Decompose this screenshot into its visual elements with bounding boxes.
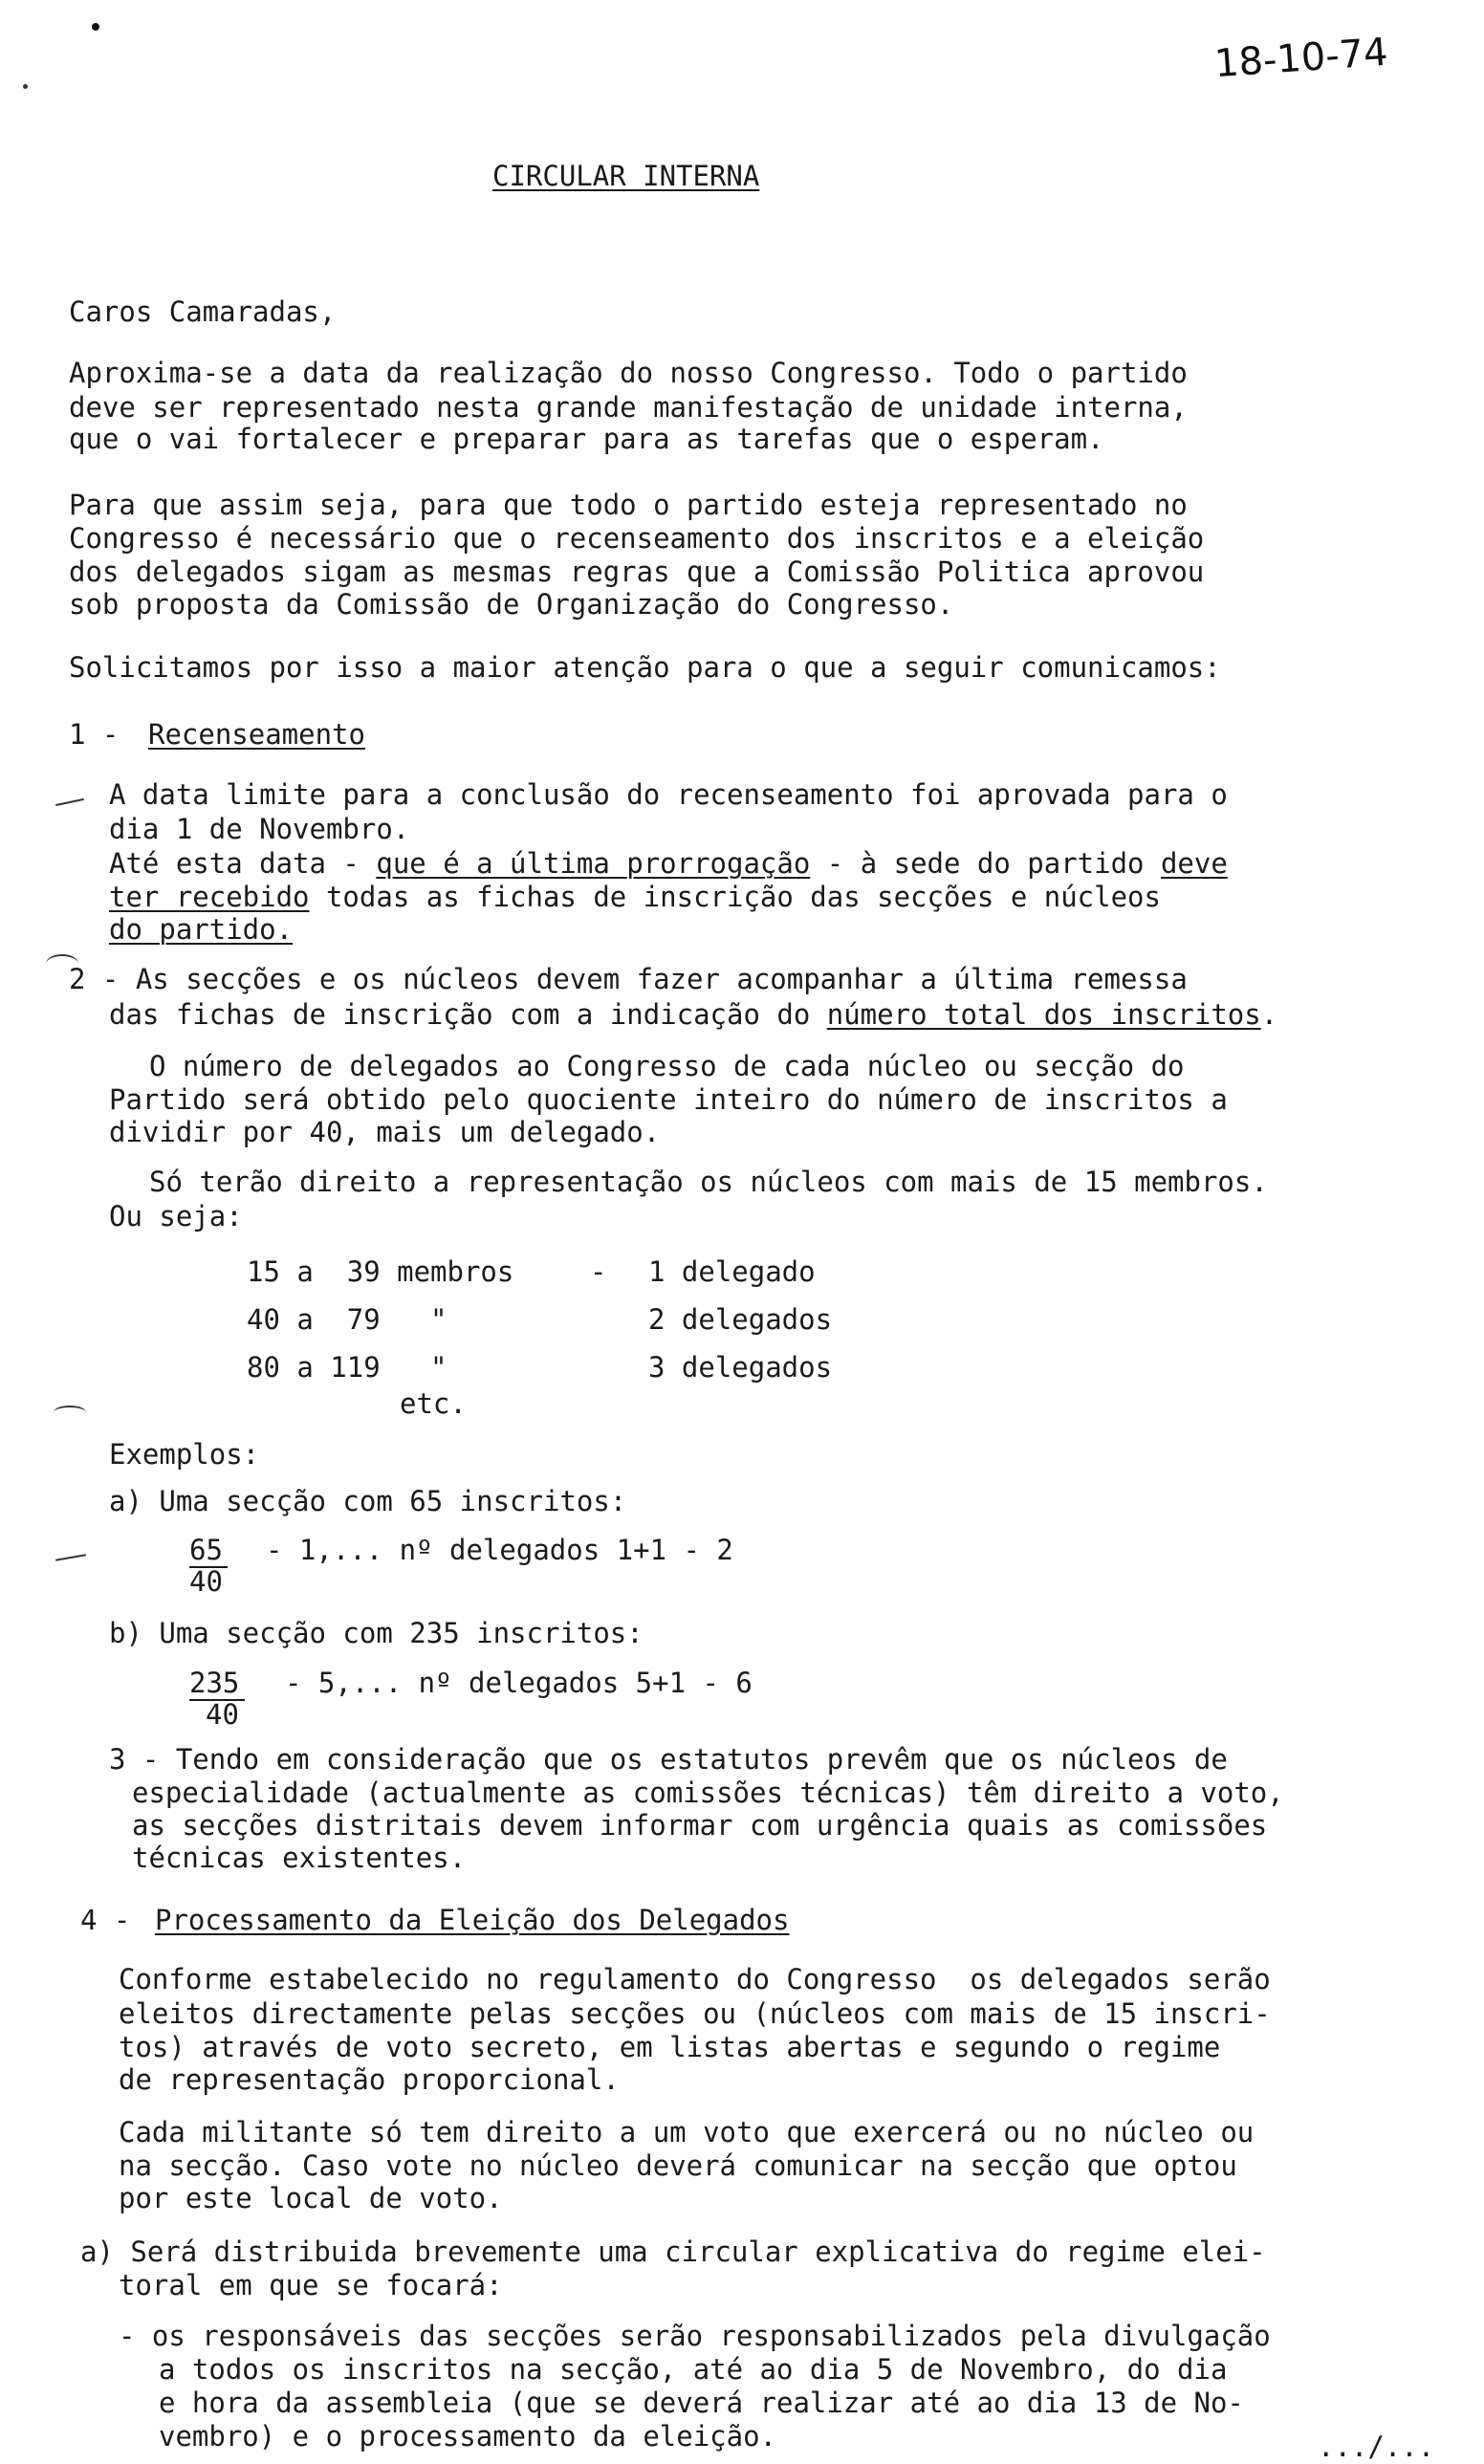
section-4-line: eleitos directamente pelas secções ou (núcleos com mais de 15 inscri- <box>119 1997 1271 2030</box>
section-1-line <box>109 880 1161 914</box>
section-2-para-line: Só terão direito a representação os núcleos com mais de 15 membros. <box>149 1166 1268 1198</box>
text-segment: das fichas de inscrição com a indicação do <box>109 998 827 1031</box>
section-2-para-line: O número de delegados ao Congresso de cada núcleo ou secção do <box>149 1050 1185 1082</box>
underlined-segment: deve <box>1160 847 1228 880</box>
table-range: 80 a 119 " <box>247 1351 447 1384</box>
para2-line: dos delegados sigam as mesmas regras que a Comissão Politica aprovou <box>69 556 1205 588</box>
underlined-segment: número total dos inscritos <box>826 998 1261 1031</box>
section-4-line: tos) através de voto secreto, em listas abertas e segundo o regime <box>119 2031 1221 2063</box>
margin-tick <box>55 798 84 806</box>
para2-line: Para que assim seja, para que todo o partido esteja representado no <box>69 489 1188 521</box>
text-segment: Até esta data - <box>109 847 377 880</box>
table-delegates: 1 delegado <box>648 1255 816 1288</box>
example-b-label: b) Uma secção com 235 inscritos: <box>109 1617 644 1649</box>
page-title: CIRCULAR INTERNA <box>492 160 760 192</box>
bullet-line: vembro) e o processamento da eleição. <box>159 2420 777 2453</box>
section-4-number: 4 - <box>80 1904 131 1936</box>
section-2-line: 2 - As secções e os núcleos devem fazer acompanhar a última remessa <box>69 963 1188 995</box>
table-dash: - <box>590 1255 607 1288</box>
continuation-mark: .../... <box>1318 2431 1435 2463</box>
greeting: Caros Camaradas, <box>69 295 337 328</box>
example-a-result: - 1,... nº delegados 1+1 - 2 <box>266 1534 733 1566</box>
table-range: 40 a 79 " <box>247 1303 447 1336</box>
para2-line: Congresso é necessário que o recenseamento dos inscritos e a eleição <box>69 522 1205 555</box>
table-delegates: 2 delegados <box>648 1303 833 1336</box>
section-2-para-line: dividir por 40, mais um delegado. <box>109 1116 661 1148</box>
text-segment: . <box>1260 998 1278 1031</box>
example-b-result: - 5,... nº delegados 5+1 - 6 <box>285 1667 753 1699</box>
section-1-line: do partido. <box>109 913 294 946</box>
bullet-line: - os responsáveis das secções serão responsabilizados pela divulgação <box>119 2320 1271 2352</box>
fraction-numerator: 235 <box>189 1667 240 1699</box>
dot-mark <box>23 84 28 89</box>
section-4a-line: toral em que se focará: <box>119 2269 503 2301</box>
example-a-label: a) Uma secção com 65 inscritos: <box>109 1485 627 1517</box>
underlined-segment: que é a última prorrogação <box>376 847 811 880</box>
section-3-line: especialidade (actualmente as comissões técnicas) têm direito a voto, <box>132 1777 1284 1809</box>
section-2-para-line: Ou seja: <box>109 1200 243 1232</box>
section-1-line: A data limite para a conclusão do recenseamento foi aprovada para o <box>109 778 1228 811</box>
para3: Solicitamos por isso a maior atenção para o que a seguir comunicamos: <box>69 651 1221 684</box>
section-2-para-line: Partido será obtido pelo quociente inteiro do número de inscritos a <box>109 1083 1228 1116</box>
fraction-denominator: 40 <box>189 1565 223 1598</box>
table-range: 15 a 39 membros <box>247 1255 514 1288</box>
bullet-line: a todos os inscritos na secção, até ao dia 5 de Novembro, do dia <box>159 2353 1228 2386</box>
underlined-segment: ter recebido <box>109 881 310 913</box>
examples-label: Exemplos: <box>109 1438 260 1471</box>
section-2-line <box>109 997 1277 1032</box>
handwritten-date: 18-10-74 <box>1212 30 1389 87</box>
section-4-line: de representação proporcional. <box>119 2063 620 2096</box>
margin-tick <box>55 1554 86 1561</box>
table-delegates: 3 delegados <box>648 1351 833 1384</box>
para2-line: sob proposta da Comissão de Organização do Congresso. <box>69 588 954 621</box>
section-4-line: Cada militante só tem direito a um voto que exercerá ou no núcleo ou <box>119 2116 1255 2148</box>
text-segment: - à sede do partido <box>810 847 1161 880</box>
section-4-line: na secção. Caso vote no núcleo deverá comunicar na secção que optou <box>119 2149 1237 2182</box>
fraction-denominator: 40 <box>206 1698 239 1731</box>
section-1-heading: Recenseamento <box>148 718 365 751</box>
section-3-line: técnicas existentes. <box>132 1842 467 1874</box>
text-segment: todas as fichas de inscrição das secções e núcleos <box>309 881 1161 913</box>
section-4-line: Conforme estabelecido no regulamento do Congresso os delegados serão <box>119 1963 1271 1995</box>
section-1-line: dia 1 de Novembro. <box>109 813 410 845</box>
section-4a-line: a) Será distribuida brevemente uma circular explicativa do regime elei- <box>80 2235 1266 2268</box>
table-etc: etc. <box>400 1387 467 1420</box>
section-4-line: por este local de voto. <box>119 2182 503 2214</box>
section-1-number: 1 - <box>69 718 120 751</box>
para1-line: deve ser representado nesta grande manifestação de unidade interna, <box>69 391 1188 424</box>
bullet-line: e hora da assembleia (que se deverá realizar até ao dia 13 de No- <box>159 2387 1244 2419</box>
section-4-heading: Processamento da Eleição dos Delegados <box>155 1904 790 1936</box>
section-1-line <box>109 846 1228 881</box>
bullet-mark <box>92 23 99 31</box>
section-3-line: 3 - Tendo em consideração que os estatutos prevêm que os núcleos de <box>109 1743 1228 1776</box>
para1-line: Aproxima-se a data da realização do nosso Congresso. Todo o partido <box>69 357 1188 389</box>
fraction-numerator: 65 <box>189 1534 223 1566</box>
para1-line: que o vai fortalecer e preparar para as tarefas que o esperam. <box>69 423 1104 455</box>
section-3-line: as secções distritais devem informar com urgência quais as comissões <box>132 1809 1268 1842</box>
margin-curve <box>54 1406 86 1419</box>
